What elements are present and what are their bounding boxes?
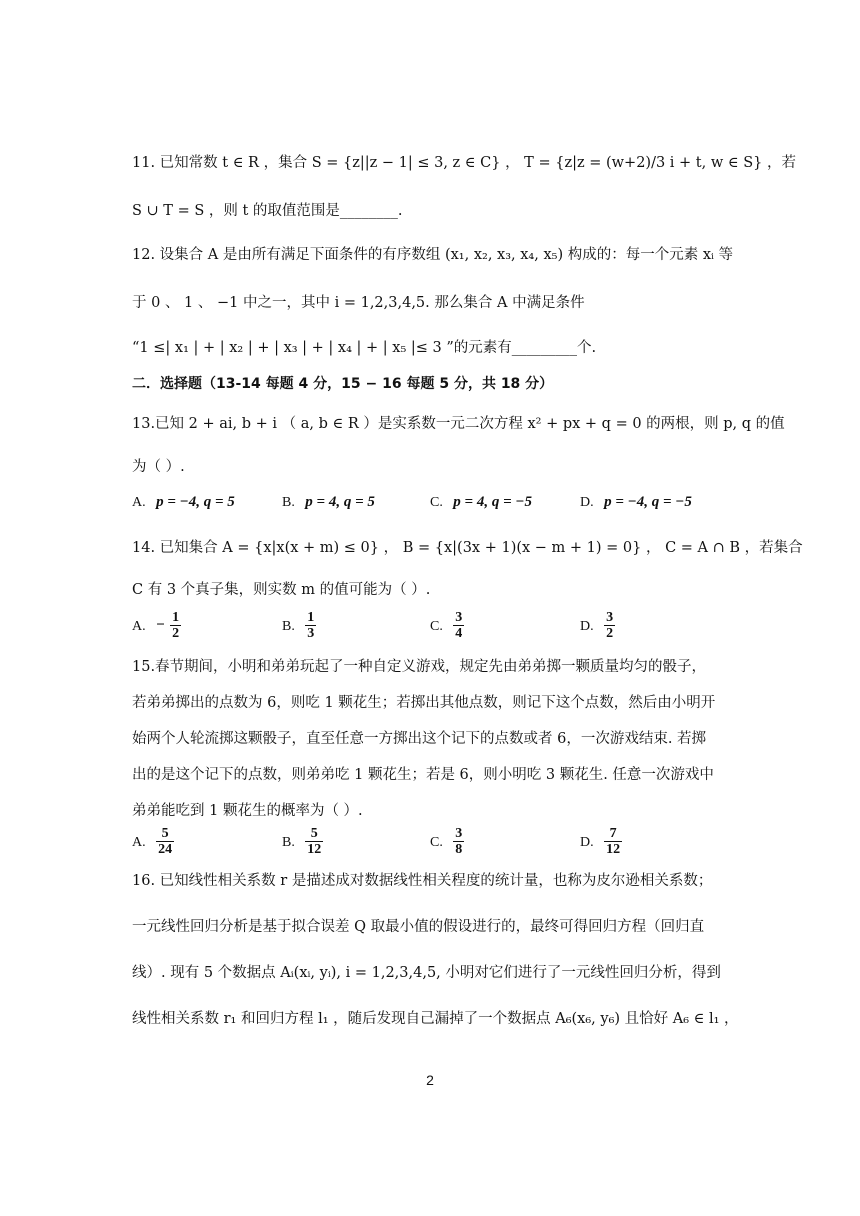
section-heading: 二．选择题（13-14 每题 4 分，15 − 16 每题 5 分，共 18 分） xyxy=(132,376,554,392)
fraction-numerator: 5 xyxy=(310,826,318,841)
q13-option-b xyxy=(282,494,375,511)
q16-line-2: 一元线性回归分析是基于拟合误差 Q 取最小值的假设进行的，最终可得回归方程（回归直 xyxy=(132,919,705,935)
option-letter: C. xyxy=(430,495,443,510)
q15-line-2: 若弟弟掷出的点数为 6，则吃 1 颗花生；若掷出其他点数，则记下这个点数，然后由小明开 xyxy=(132,695,716,711)
q11-line-2: S ∪ T = S ，则 t 的取值范围是________. xyxy=(132,203,403,219)
fraction-numerator: 3 xyxy=(455,610,463,625)
q12-line-1: 12. 设集合 A 是由所有满足下面条件的有序数组 (x₁, x₂, x₃, x₄, x₅) 构成的：每一个元素 xᵢ 等 xyxy=(132,247,734,263)
fraction-denominator: 12 xyxy=(606,842,621,857)
option-letter: C. xyxy=(430,618,443,634)
fraction-numerator: 3 xyxy=(606,610,614,625)
q14-option-a xyxy=(132,610,181,641)
q14-option-d xyxy=(580,610,615,641)
option-letter: D. xyxy=(580,834,594,850)
option-fraction xyxy=(170,610,181,641)
q14-line-2: C 有 3 个真子集，则实数 m 的值可能为（ ）. xyxy=(132,582,431,598)
fraction-denominator: 8 xyxy=(455,842,463,857)
option-letter: B. xyxy=(282,495,295,510)
option-fraction xyxy=(305,826,323,857)
option-text: p = 4, q = 5 xyxy=(305,494,375,510)
q14-line-1: 14. 已知集合 A = {x|x(x + m) ≤ 0} ， B = {x|(3x + 1)(x − m + 1) = 0} ， C = A ∩ B ，若集合 xyxy=(132,540,803,556)
q15-line-5: 弟弟能吃到 1 颗花生的概率为（ ）. xyxy=(132,803,363,819)
q15-option-b xyxy=(282,826,323,857)
fraction-numerator: 5 xyxy=(161,826,169,841)
q13-option-a xyxy=(132,494,235,511)
option-fraction xyxy=(604,826,622,857)
q15-line-1: 15.春节期间，小明和弟弟玩起了一种自定义游戏，规定先由弟弟掷一颗质量均匀的骰子， xyxy=(132,659,707,675)
q16-line-1: 16. 已知线性相关系数 r 是描述成对数据线性相关程度的统计量，也称为皮尔逊相关系数； xyxy=(132,873,713,889)
q13-option-d xyxy=(580,494,692,511)
option-letter: A. xyxy=(132,495,146,510)
fraction-numerator: 7 xyxy=(609,826,617,841)
option-fraction xyxy=(156,826,174,857)
q15-line-3: 始两个人轮流掷这颗骰子，直至任意一方掷出这个记下的点数或者 6，一次游戏结束. 若掷 xyxy=(132,731,707,747)
fraction-numerator: 1 xyxy=(172,610,180,625)
option-letter: B. xyxy=(282,834,295,850)
option-sign: − xyxy=(156,617,165,633)
fraction-denominator: 2 xyxy=(606,626,614,641)
option-text: p = −4, q = −5 xyxy=(604,494,692,510)
fraction-denominator: 24 xyxy=(158,842,173,857)
option-text: p = −4, q = 5 xyxy=(156,494,235,510)
q13-option-c xyxy=(430,494,532,511)
fraction-denominator: 4 xyxy=(455,626,463,641)
q16-line-3: 线）. 现有 5 个数据点 Aᵢ(xᵢ, yᵢ), i = 1,2,3,4,5, 小明对它们进行了一元线性回归分析，得到 xyxy=(132,965,721,981)
option-letter: D. xyxy=(580,495,594,510)
fraction-denominator: 12 xyxy=(307,842,322,857)
q14-option-b xyxy=(282,610,316,641)
fraction-denominator: 3 xyxy=(307,626,315,641)
option-letter: B. xyxy=(282,618,295,634)
q15-option-a xyxy=(132,826,174,857)
option-fraction xyxy=(453,826,464,857)
q15-option-d xyxy=(580,826,622,857)
fraction-numerator: 1 xyxy=(307,610,315,625)
option-fraction xyxy=(453,610,464,641)
q12-line-2: 于 0 、 1 、 −1 中之一，其中 i = 1,2,3,4,5. 那么集合 A 中满足条件 xyxy=(132,295,585,311)
option-letter: A. xyxy=(132,834,146,850)
option-letter: D. xyxy=(580,618,594,634)
option-text: p = 4, q = −5 xyxy=(453,494,532,510)
q12-line-3: “1 ≤| x₁ | + | x₂ | + | x₃ | + | x₄ | + | x₅ |≤ 3 ”的元素有_________个. xyxy=(132,340,597,356)
option-fraction xyxy=(604,610,615,641)
q14-option-c xyxy=(430,610,464,641)
fraction-denominator: 2 xyxy=(172,626,180,641)
option-letter: C. xyxy=(430,834,443,850)
q13-line-1: 13.已知 2 + ai, b + i （ a, b ∈ R ）是实系数一元二次方程 x² + px + q = 0 的两根，则 p, q 的值 xyxy=(132,416,785,432)
q15-option-c xyxy=(430,826,464,857)
q16-line-4: 线性相关系数 r₁ 和回归方程 l₁ ，随后发现自己漏掉了一个数据点 A₆(x₆, y₆) 且恰好 A₆ ∈ l₁ ， xyxy=(132,1011,739,1027)
q11-line-1: 11. 已知常数 t ∈ R ，集合 S = {z||z − 1| ≤ 3, z ∈ C} ， T = {z|z = (w+2)/3 i + t, w ∈ S} ，若 xyxy=(132,155,796,171)
page-number: 2 xyxy=(426,1072,434,1088)
q13-line-2: 为（ ）. xyxy=(132,459,185,475)
q15-line-4: 出的是这个记下的点数，则弟弟吃 1 颗花生；若是 6，则小明吃 3 颗花生. 任意一次游戏中 xyxy=(132,767,714,783)
option-fraction xyxy=(305,610,316,641)
fraction-numerator: 3 xyxy=(455,826,463,841)
option-letter: A. xyxy=(132,618,146,634)
